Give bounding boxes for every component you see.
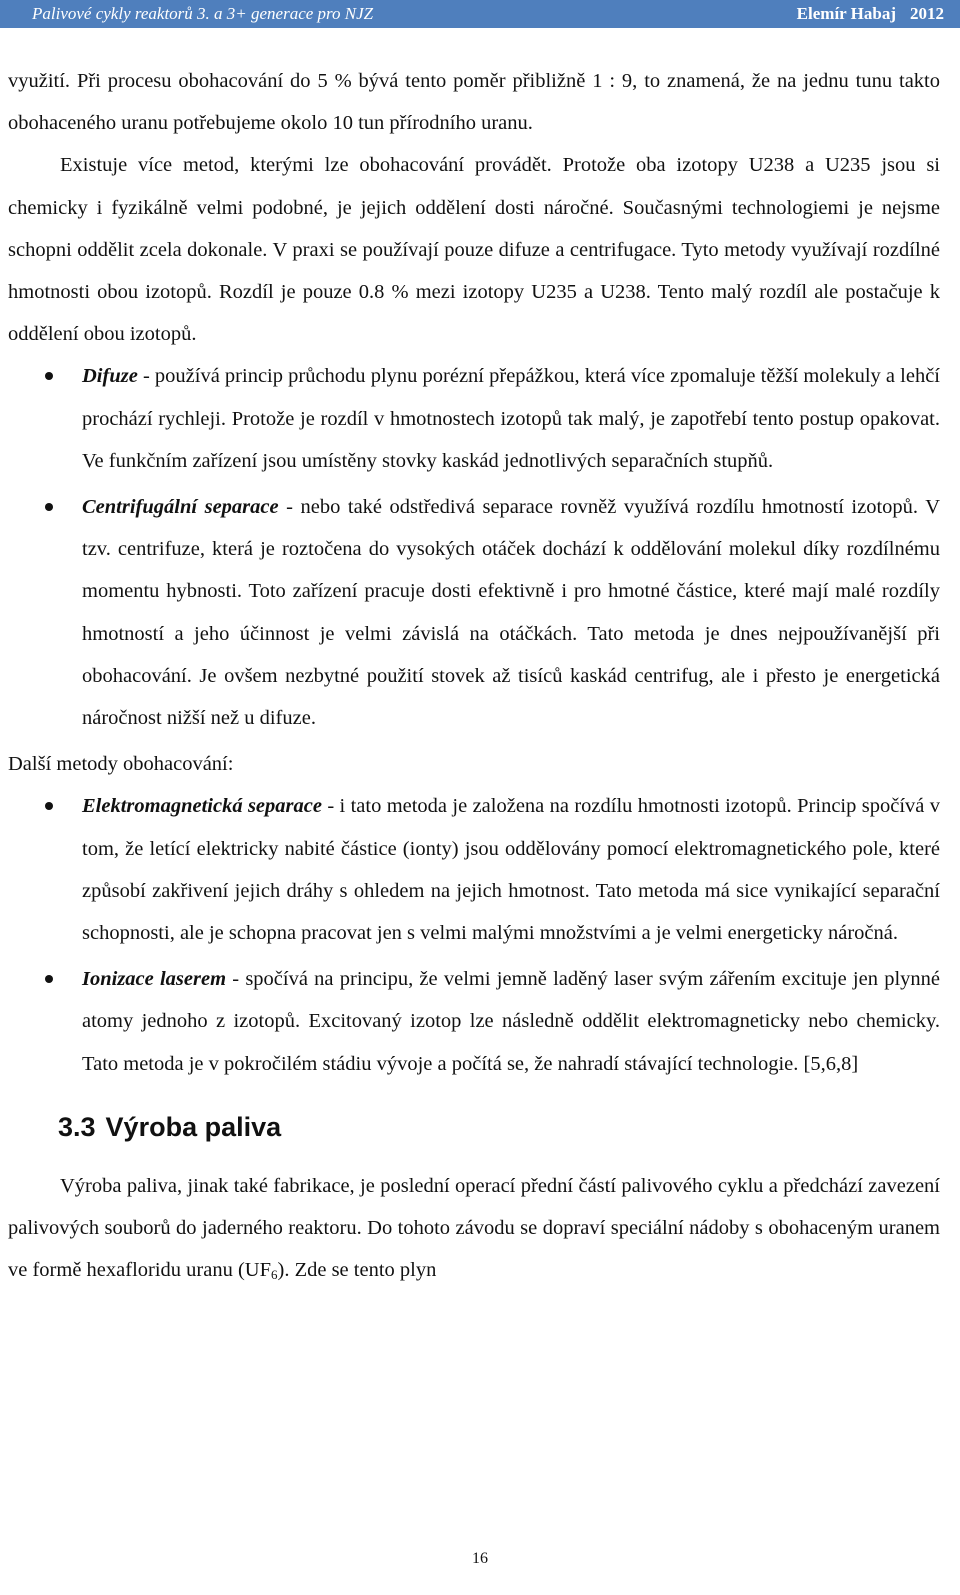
term-centrifugalni-separace: Centrifugální separace <box>82 496 279 519</box>
term-difuze: Difuze <box>82 365 138 388</box>
header-year: 2012 <box>910 4 944 23</box>
section-title: Výroba paliva <box>105 1111 282 1142</box>
enrichment-methods-list <box>8 355 940 739</box>
other-methods-list <box>8 785 940 1084</box>
bullet-icon <box>45 802 53 810</box>
section-heading <box>8 1107 940 1147</box>
list-item-elektromagneticka-separace <box>8 785 940 954</box>
header-title: Palivové cykly reaktorů 3. a 3+ generace pro NJZ <box>32 4 374 23</box>
bullet-icon <box>45 975 53 983</box>
bullet-icon <box>45 372 53 380</box>
term-ionizace-laserem: Ionizace laserem <box>82 968 227 991</box>
list-item-centrifugalni-separace <box>8 486 940 739</box>
header-author: Elemír Habaj <box>796 4 896 23</box>
list-item-ionizace-laserem <box>8 958 940 1085</box>
page-number: 16 <box>472 1550 488 1567</box>
definition-elektromagneticka-separace: - i tato metoda je založena na rozdílu hmotnosti izotopů. Princip spočívá v tom, že letící elektricky nabité částice (ionty) jsou oddělovány pomocí elektromagnetického pole, které způsobí zakřivení jejich dráhy s ohledem na jejich hmotnost. Tato metoda má sice vynikající separační schopnosti, ale je schopna pracovat jen s velmi malými množstvími a je velmi energeticky náročná. <box>82 795 940 945</box>
definition-ionizace-laserem: - spočívá na principu, že velmi jemně laděný laser svým zářením excituje jen plynné atomy jednoho z izotopů. Excitovaný izotop lze následně oddělit elektromagneticky nebo chemicky. Tato metoda je v pokročilém stádiu vývoje a počítá se, že nahradí stávající technologie. [5,6,8] <box>82 968 940 1075</box>
definition-centrifugalni-separace: - nebo také odstředivá separace rovněž využívá rozdílu hmotností izotopů. V tzv. centrifuze, která je roztočena do vysokých otáček dochází k oddělování molekul díky rozdílnému momentu hybnosti. Toto zařízení pracuje dosti efektivně i pro hmotné částice, které mají malé rozdíly hmotností a jeho účinnost je velmi závislá na otáčkách. Tato metoda je dnes nejpoužívanější při obohacování. Je ovšem nezbytné použití stovek až tisíců kaskád centrifug, ale i přesto je energetická náročnost nižší než u difuze. <box>82 496 940 730</box>
other-methods-label: Další metody obohacování: <box>8 753 234 776</box>
paragraph-fuel-fabrication <box>8 1165 940 1292</box>
section-number: 3.3 <box>58 1111 96 1142</box>
bullet-icon <box>45 503 53 511</box>
fabrication-text: Výroba paliva, jinak také fabrikace, je poslední operací přední částí palivového cyklu a předchází zavezení palivových souborů do jaderného reaktoru. Do tohoto závodu se dopraví speciální nádoby s obohaceným uranem ve formě hexafloridu uranu (UF <box>8 1174 940 1282</box>
term-elektromagneticka-separace: Elektromagnetická separace <box>82 795 322 818</box>
fabrication-text-end: ). Zde se tento plyn <box>277 1259 437 1282</box>
header-author-year <box>797 0 944 27</box>
subscript-six: 6 <box>271 1267 278 1283</box>
page-header <box>0 0 960 28</box>
definition-difuze: - používá princip průchodu plynu porézní přepážkou, která více zpomaluje těžší molekuly a lehčí prochází rychleji. Protože je rozdíl v hmotnostech izotopů tak malý, je zapotřebí tento postup opakovat. Ve funkčním zařízení jsou umístěny stovky kaskád jednotlivých separačních stupňů. <box>82 365 940 472</box>
paragraph-enrichment-methods: Existuje více metod, kterými lze obohacování provádět. Protože oba izotopy U238 a U235 jsou si chemicky i fyzikálně velmi podobné, je jejich oddělení dosti náročné. Současnými technologiemi je nejsme schopni oddělit zcela dokonale. V praxi se používají pouze difuze a centrifugace. Tyto metody využívají rozdílné hmotnosti obou izotopů. Rozdíl je pouze 0.8 % mezi izotopy U235 a U238. Tento malý rozdíl ale postačuje k oddělení obou izotopů. <box>8 154 940 346</box>
document-body <box>8 60 940 1291</box>
list-item-difuze <box>8 355 940 482</box>
paragraph-continuation: využití. Při procesu obohacování do 5 % bývá tento poměr přibližně 1 : 9, to znamená, že na jednu tunu takto obohaceného uranu potřebujeme okolo 10 tun přírodního uranu. <box>8 70 940 135</box>
